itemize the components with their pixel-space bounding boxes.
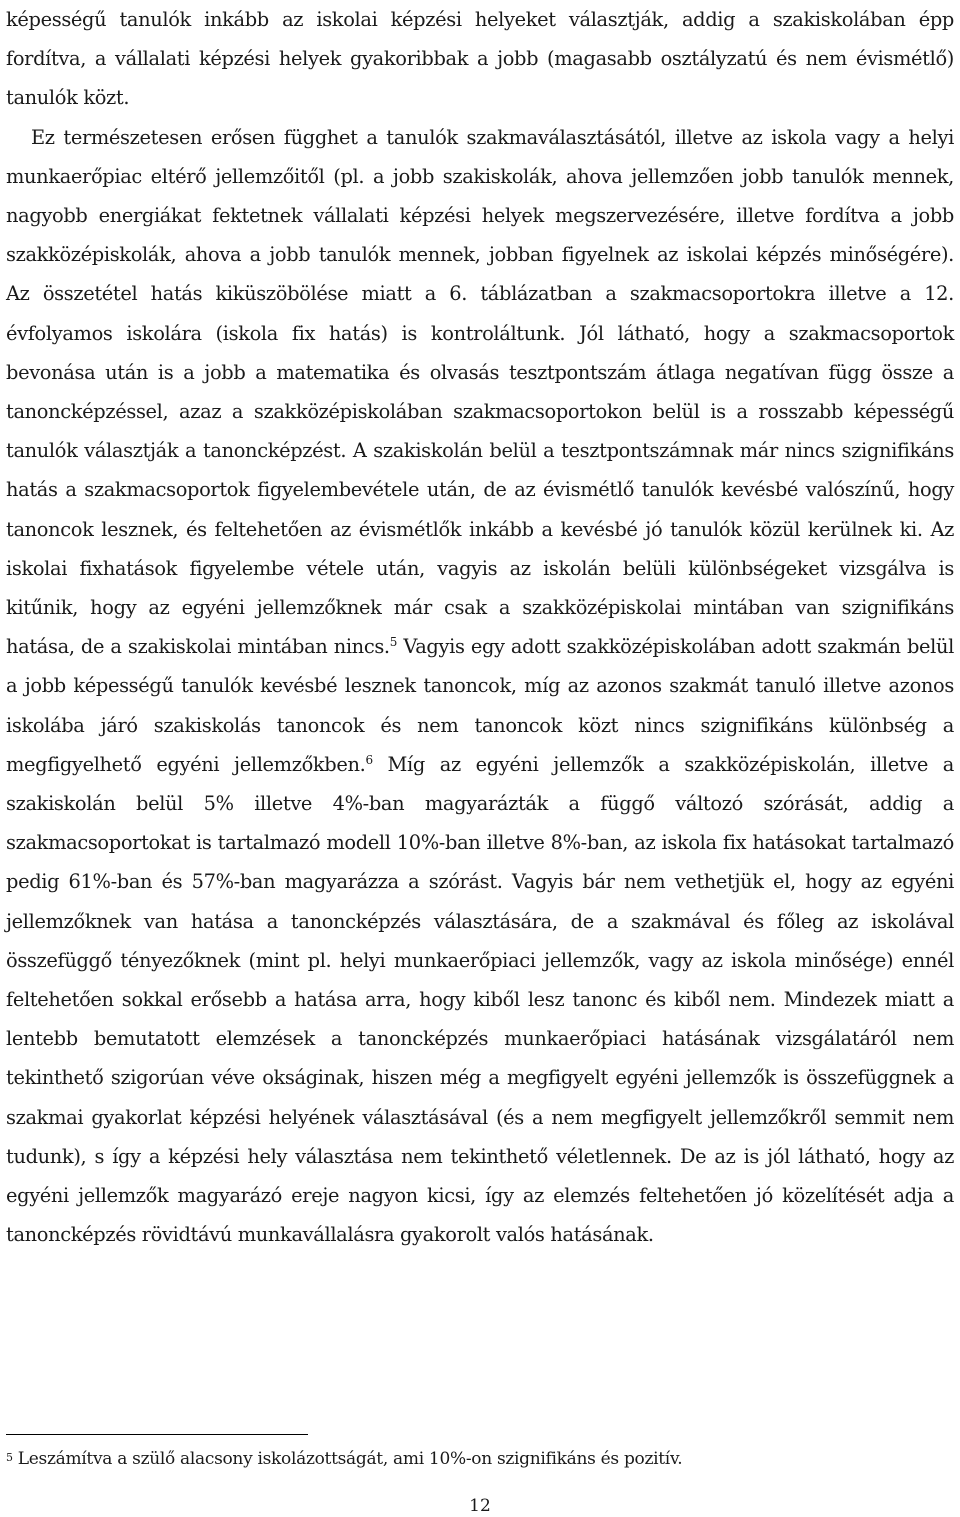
footnote-5-mark: 5: [6, 1451, 13, 1464]
main-text: [6, 0, 954, 1255]
paragraph-2: [6, 118, 954, 1255]
page-number: 12: [469, 1496, 491, 1516]
paragraph-2-text-part-1: Ez természetesen erősen függhet a tanulók szakmaválasztásától, illetve az iskola vagy a helyi munkaerőpiac eltérő jellemzőitől (pl. a jobb szakiskolák, ahova jellemzően jobb tanulók mennek, nagyobb energiákat fektetnek vállalati képzési helyek megszervezésére, illetve fordítva a jobb szakközépiskolák, ahova a jobb tanulók mennek, jobban figyelnek az iskolai képzés minőségére). Az összetétel hatás kiküszöbölése miatt a 6. táblázatban a szakmacsoportokra illetve a 12. évfolyamos iskolára (iskola fix hatás) is kontroláltunk. Jól látható, hogy a szakmacsoportok bevonása után is a jobb a matematika és olvasás tesztpontszám átlaga negatívan függ össze a tanoncképzéssel, azaz a szakközépiskolában szakmacsoportokon belül is a rosszabb képességű tanulók választják a tanoncképzést. A szakiskolán belül a tesztpontszámnak már nincs szignifikáns hatás a szakmacsoportok figyelembevétele után, de az évismétlő tanulók kevésbé valószínű, hogy tanoncok lesznek, és feltehetően az évismétlők inkább a kevésbé jó tanulók közül kerülnek ki. Az iskolai fixhatások figyelembe vétele után, vagyis az iskolán belüli különbségeket vizsgálva is kitűnik, hogy az egyéni jellemzőknek már csak a szakközépiskolai mintában van szignifikáns hatása, de a szakiskolai mintában nincs.: [6, 125, 954, 659]
paragraph-2-text-part-3: Míg az egyéni jellemzők a szakközépiskolán, illetve a szakiskolán belül 5% illetve 4%-ban magyarázták a függő változó szórását, addig a szakmacsoportokat is tartalmazó modell 10%-ban illetve 8%-ban, az iskola fix hatásokat tartalmazó pedig 61%-ban és 57%-ban magyarázza a szórást. Vagyis bár nem vethetjük el, hogy az egyéni jellemzőknek van hatása a tanoncképzés választására, de a szakmával és főleg az iskolával összefüggő tényezőknek (mint pl. helyi munkaerőpiaci jellemzők, vagy az iskola minősége) ennél feltehetően sokkal erősebb a hatása arra, hogy kiből lesz tanonc és kiből nem. Mindezek miatt a lentebb bemutatott elemzések a tanoncképzés munkaerőpiaci hatásának vizsgálatáról nem tekinthető szigorúan véve okságinak, hiszen még a megfigyelt egyéni jellemzők is összefüggnek a szakmai gyakorlat képzési helyének választásával (és a nem megfigyelt jellemzőkről semmit nem tudunk), s így a képzési hely választása nem tekinthető véletlennek. De az is jól látható, hogy az egyéni jellemzők magyarázó ereje nagyon kicsi, így az elemzés feltehetően jó közelítését adja a tanoncképzés rövidtávú munkavállalásra gyakorolt valós hatásának.: [6, 752, 955, 1247]
footnote-5: [6, 1448, 954, 1470]
footnote-separator: [6, 1434, 308, 1435]
footnote-reference-5[interactable]: 5: [389, 635, 398, 650]
paragraph-1-text: képességű tanulók inkább az iskolai képzési helyeket választják, addig a szakiskolában épp fordítva, a vállalati képzési helyek gyakoribbak a jobb (magasabb osztályzatú és nem évismétlő) tanulók közt.: [6, 8, 954, 110]
page-body: [6, 0, 954, 1255]
footnote-reference-6[interactable]: 6: [365, 752, 373, 767]
paragraph-2-text-part-2: Vagyis egy adott szakközépiskolában adott szakmán belül a jobb képességű tanulók kevésbé lesznek tanoncok, míg az azonos szakmát tanuló illetve azonos iskolába járó szakiskolás tanoncok és nem tanoncok közt nincs szignifikáns különbség a megfigyelhető egyéni jellemzőkben.: [6, 635, 954, 776]
paragraph-1: [6, 0, 954, 118]
footnote-5-text: Leszámítva a szülő alacsony iskolázottságát, ami 10%-on szignifikáns és pozitív.: [12, 1449, 683, 1469]
